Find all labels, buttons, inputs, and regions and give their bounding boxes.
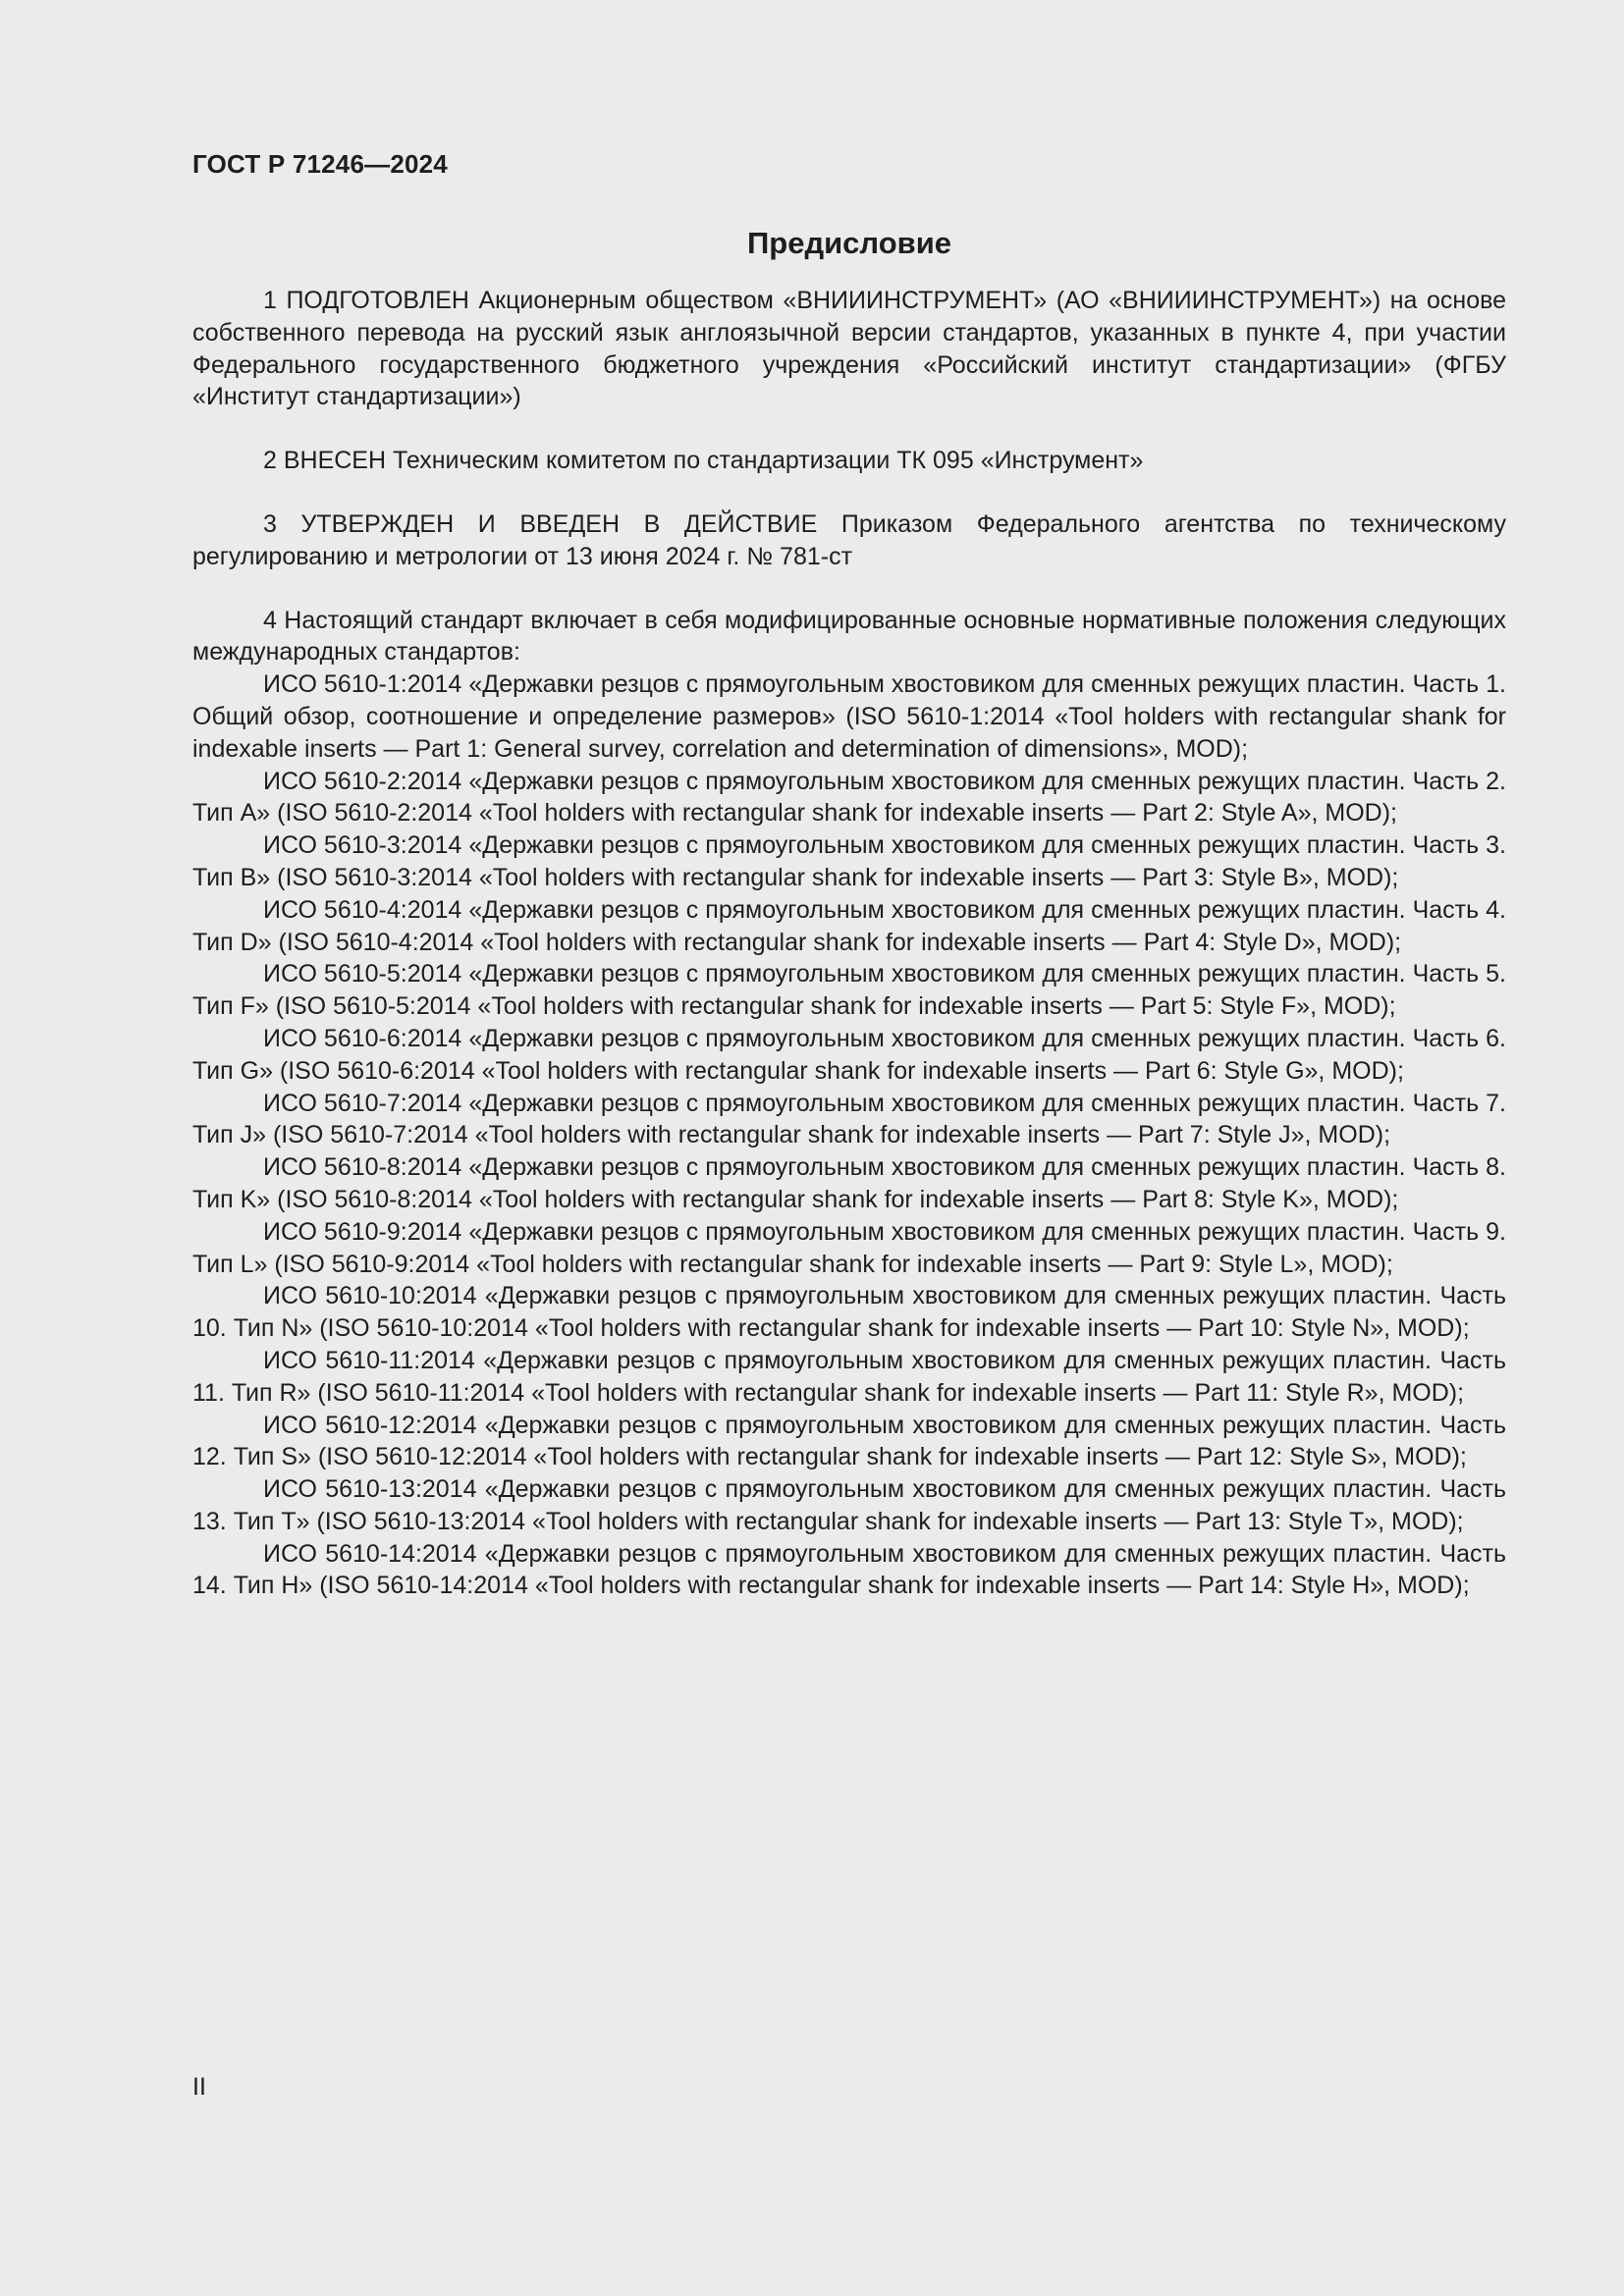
standard-item: ИСО 5610-7:2014 «Державки резцов с прямоугольным хвостовиком для сменных режущих пластин. Часть 7. Тип J» (ISO 5610-7:2014 «Tool holders with rectangular shank for indexable inserts — Part 7: Style J», MOD);	[192, 1089, 1506, 1149]
page-number: II	[192, 2073, 206, 2101]
standard-item: ИСО 5610-12:2014 «Державки резцов с прямоугольным хвостовиком для сменных режущих пластин. Часть 12. Тип S» (ISO 5610-12:2014 «Tool holders with rectangular shank for indexable inserts — Part 12: Style S», MOD);	[192, 1411, 1506, 1471]
document-body	[192, 285, 1506, 1602]
paragraph-approved: 3 УТВЕРЖДЕН И ВВЕДЕН В ДЕЙСТВИЕ Приказом Федерального агентства по техническому регулированию и метрологии от 13 июня 2024 г. № 781-ст	[192, 509, 1506, 570]
standard-item: ИСО 5610-1:2014 «Державки резцов с прямоугольным хвостовиком для сменных режущих пластин. Часть 1. Общий обзор, соотношение и определение размеров» (ISO 5610-1:2014 «Tool holders with rectangular shank for indexable inserts — Part 1: General survey, correlation and determination of dimensions», MOD);	[192, 670, 1506, 763]
standard-item: ИСО 5610-2:2014 «Державки резцов с прямоугольным хвостовиком для сменных режущих пластин. Часть 2. Тип А» (ISO 5610-2:2014 «Tool holders with rectangular shank for indexable inserts — Part 2: Style A», MOD);	[192, 767, 1506, 828]
standard-item: ИСО 5610-4:2014 «Державки резцов с прямоугольным хвостовиком для сменных режущих пластин. Часть 4. Тип D» (ISO 5610-4:2014 «Tool holders with rectangular shank for indexable inserts — Part 4: Style D», MOD);	[192, 895, 1506, 956]
standard-item: ИСО 5610-8:2014 «Державки резцов с прямоугольным хвостовиком для сменных режущих пластин. Часть 8. Тип K» (ISO 5610-8:2014 «Tool holders with rectangular shank for indexable inserts — Part 8: Style K», MOD);	[192, 1153, 1506, 1213]
standard-item: ИСО 5610-11:2014 «Державки резцов с прямоугольным хвостовиком для сменных режущих пластин. Часть 11. Тип R» (ISO 5610-11:2014 «Tool holders with rectangular shank for indexable inserts — Part 11: Style R», MOD);	[192, 1346, 1506, 1407]
page-title: Предисловие	[746, 226, 951, 260]
document-page	[192, 0, 1506, 2296]
standard-item: ИСО 5610-3:2014 «Державки резцов с прямоугольным хвостовиком для сменных режущих пластин. Часть 3. Тип В» (ISO 5610-3:2014 «Tool holders with rectangular shank for indexable inserts — Part 3: Style B», MOD);	[192, 831, 1506, 891]
paragraph-standards-intro: 4 Настоящий стандарт включает в себя модифицированные основные нормативные положения следующих международных стандартов:	[192, 606, 1506, 667]
paragraph-prepared: 1 ПОДГОТОВЛЕН Акционерным обществом «ВНИИИНСТРУМЕНТ» (АО «ВНИИИНСТРУМЕНТ») на основе собственного перевода на русский язык англоязычной версии стандартов, указанных в пункте 4, при участии Федерального государственного бюджетного учреждения «Российский институт стандартизации» (ФГБУ «Институт стандартизации»)	[192, 287, 1506, 411]
standard-item: ИСО 5610-13:2014 «Державки резцов с прямоугольным хвостовиком для сменных режущих пластин. Часть 13. Тип T» (ISO 5610-13:2014 «Tool holders with rectangular shank for indexable inserts — Part 13: Style T», MOD);	[192, 1475, 1506, 1535]
standard-item: ИСО 5610-6:2014 «Державки резцов с прямоугольным хвостовиком для сменных режущих пластин. Часть 6. Тип G» (ISO 5610-6:2014 «Tool holders with rectangular shank for indexable inserts — Part 6: Style G», MOD);	[192, 1024, 1506, 1085]
paragraph-introduced: 2 ВНЕСЕН Техническим комитетом по стандартизации ТК 095 «Инструмент»	[263, 447, 1144, 475]
document-header: ГОСТ Р 71246—2024	[192, 149, 448, 179]
standard-item: ИСО 5610-14:2014 «Державки резцов с прямоугольным хвостовиком для сменных режущих пластин. Часть 14. Тип H» (ISO 5610-14:2014 «Tool holders with rectangular shank for indexable inserts — Part 14: Style H», MOD);	[192, 1539, 1506, 1600]
standard-item: ИСО 5610-9:2014 «Державки резцов с прямоугольным хвостовиком для сменных режущих пластин. Часть 9. Тип L» (ISO 5610-9:2014 «Tool holders with rectangular shank for indexable inserts — Part 9: Style L», MOD);	[192, 1217, 1506, 1278]
standard-item: ИСО 5610-10:2014 «Державки резцов с прямоугольным хвостовиком для сменных режущих пластин. Часть 10. Тип N» (ISO 5610-10:2014 «Tool holders with rectangular shank for indexable inserts — Part 10: Style N», MOD);	[192, 1282, 1506, 1343]
standard-item: ИСО 5610-5:2014 «Державки резцов с прямоугольным хвостовиком для сменных режущих пластин. Часть 5. Тип F» (ISO 5610-5:2014 «Tool holders with rectangular shank for indexable inserts — Part 5: Style F», MOD);	[192, 960, 1506, 1021]
